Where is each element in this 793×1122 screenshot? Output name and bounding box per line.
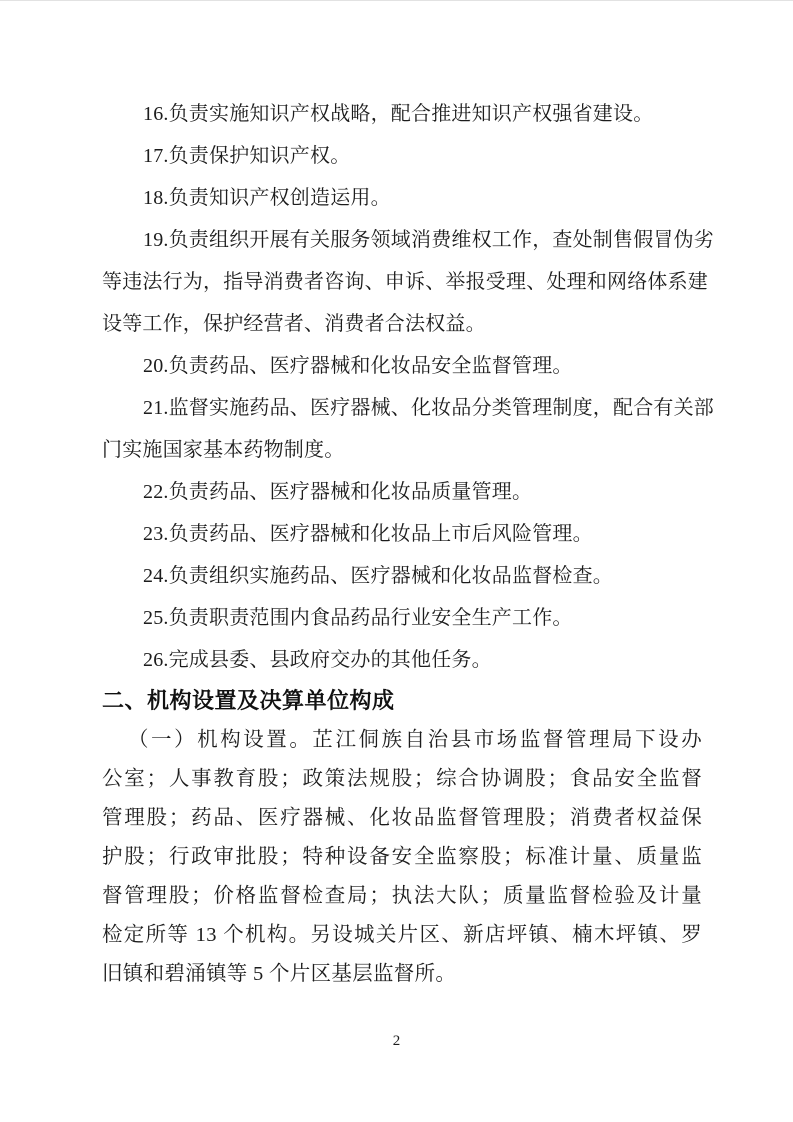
text-line: 督管理股；价格监督检查局；执法大队；质量监督检验及计量 (102, 885, 702, 907)
text-line: 旧镇和碧涌镇等 5 个片区基层监督所。 (102, 963, 457, 985)
text-line: 门实施国家基本药物制度。 (102, 439, 345, 461)
text-line: （一）机构设置。芷江侗族自治县市场监督管理局下设办 (128, 729, 702, 751)
text-line: 设等工作，保护经营者、消费者合法权益。 (102, 313, 486, 335)
paragraph (102, 721, 702, 994)
text-line: 21.监督实施药品、医疗器械、化妆品分类管理制度，配合有关部 (143, 397, 714, 419)
text-line: 26.完成县委、县政府交办的其他任务。 (143, 649, 492, 671)
text-line: 22.负责药品、医疗器械和化妆品质量管理。 (143, 481, 533, 503)
paragraph (102, 177, 702, 219)
page-number: 2 (392, 1033, 401, 1049)
text-line: 等违法行为，指导消费者咨询、申诉、举报受理、处理和网络体系建 (102, 271, 708, 293)
paragraph (102, 93, 702, 135)
paragraph (102, 471, 702, 513)
section-heading: 二、机构设置及决算单位构成 (102, 688, 395, 713)
text-line: 20.负责药品、医疗器械和化妆品安全监督管理。 (143, 355, 573, 377)
text-line: 18.负责知识产权创造运用。 (143, 187, 391, 209)
text-line: 19.负责组织开展有关服务领域消费维权工作，查处制售假冒伪劣 (143, 229, 714, 251)
text-line: 护股；行政审批股；特种设备安全监察股；标准计量、质量监 (102, 846, 702, 868)
text-line: 公室；人事教育股；政策法规股；综合协调股；食品安全监督 (102, 768, 702, 790)
duty-list (102, 93, 714, 681)
text-line: 17.负责保护知识产权。 (143, 145, 351, 167)
paragraph (102, 387, 714, 471)
paragraph (102, 555, 702, 597)
text-line: 管理股；药品、医疗器械、化妆品监督管理股；消费者权益保 (102, 807, 702, 829)
paragraph (102, 639, 702, 681)
paragraph (102, 597, 702, 639)
paragraph (102, 345, 702, 387)
text-line: 检定所等 13 个机构。另设城关片区、新店坪镇、楠木坪镇、罗 (102, 924, 702, 946)
paragraph (102, 135, 702, 177)
text-line: 16.负责实施知识产权战略，配合推进知识产权强省建设。 (143, 103, 654, 125)
paragraph (102, 219, 714, 345)
document-content (102, 93, 714, 994)
text-line: 25.负责职责范围内食品药品行业安全生产工作。 (143, 607, 573, 629)
text-line: 23.负责药品、医疗器械和化妆品上市后风险管理。 (143, 523, 593, 545)
paragraph (102, 513, 702, 555)
text-line: 24.负责组织实施药品、医疗器械和化妆品监督检查。 (143, 565, 613, 587)
org-setup-paragraph (102, 721, 702, 994)
